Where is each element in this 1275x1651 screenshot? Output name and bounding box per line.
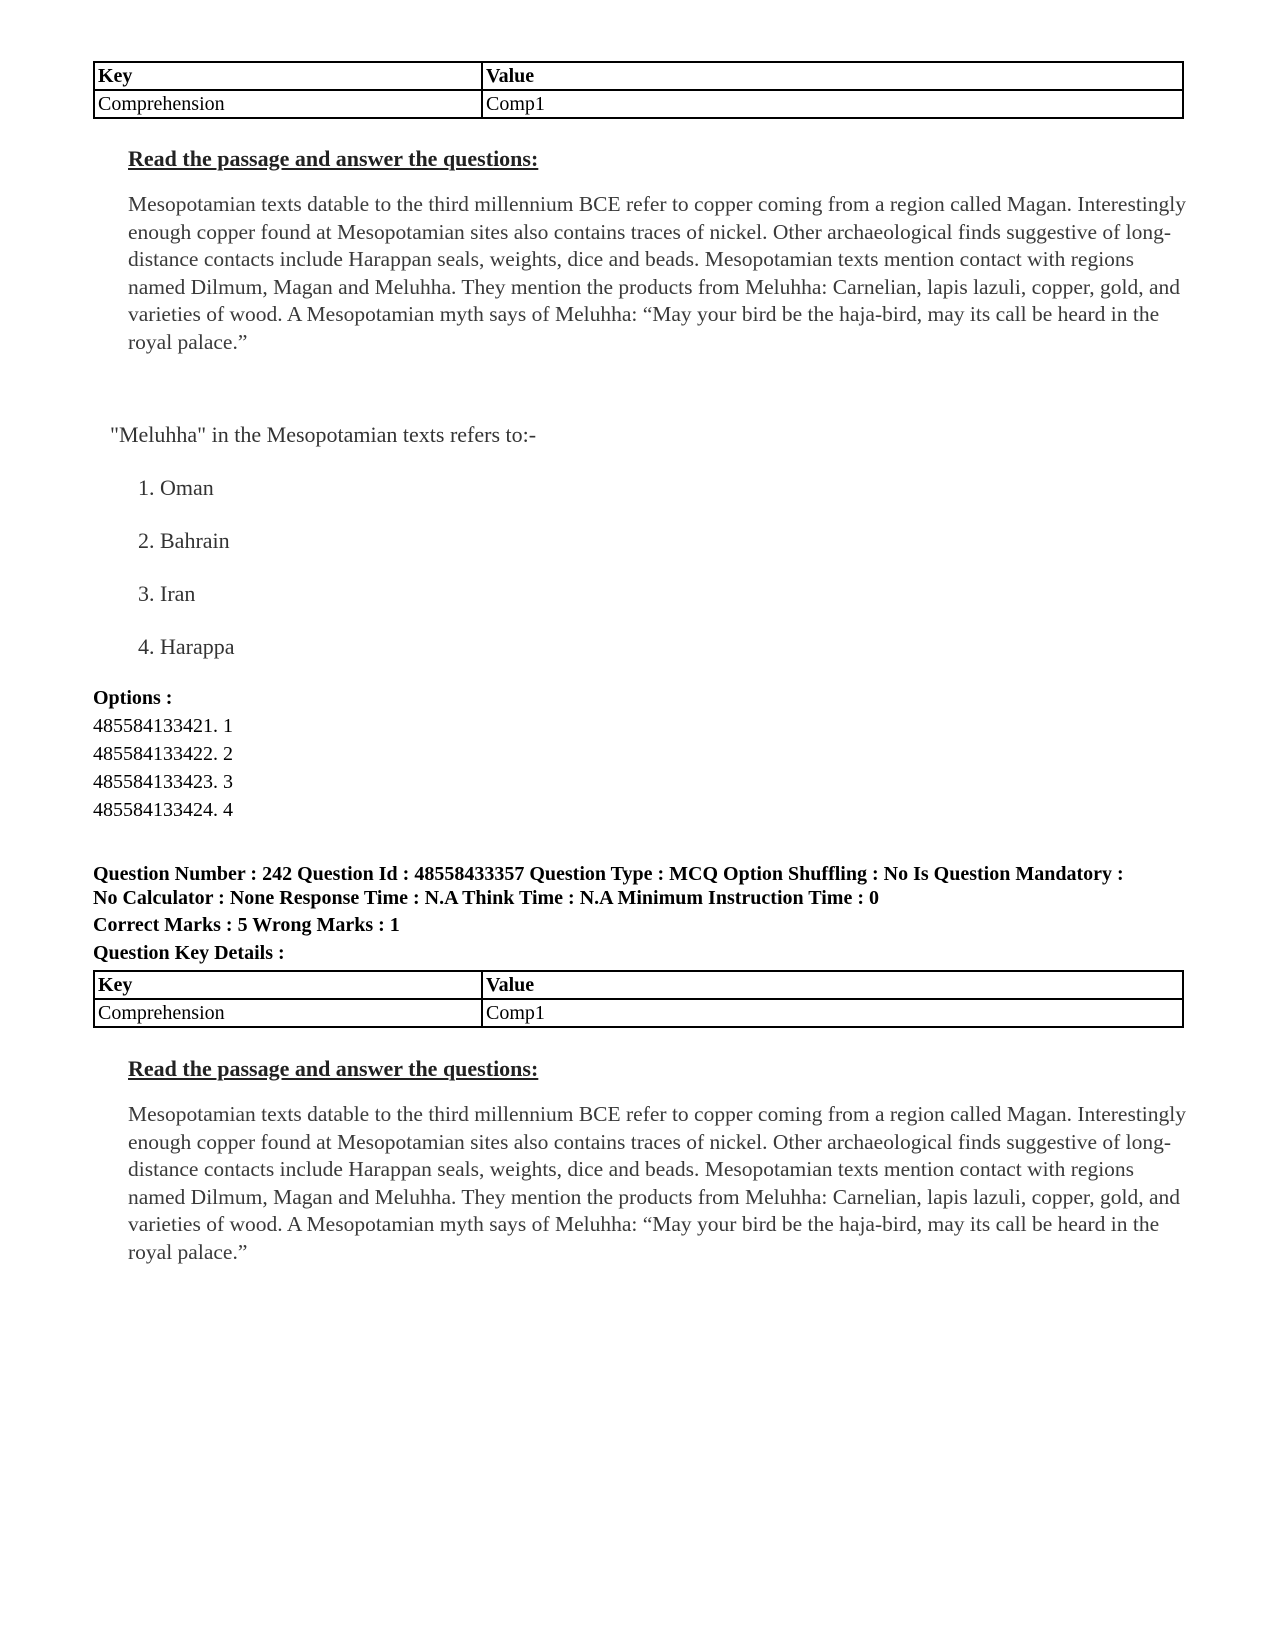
question-meta-line-1: Question Number : 242 Question Id : 48558433357 Question Type : MCQ Option Shuffling : No Is Question Mandatory : bbox=[93, 863, 1124, 885]
table-cell-value: Comp1 bbox=[482, 90, 1183, 118]
passage-text: Mesopotamian texts datable to the third millennium BCE refer to copper coming from a region called Magan. Interestingly enough copper found at Mesopotamian sites also contains traces of nickel. Other archaeological finds suggestive of long-distance contacts include Harappan seals, weights, dice and beads. Mesopotamian texts mention contact with regions named Dilmum, Magan and Meluhha. They mention the products from Meluhha: Carnelian, lapis lazuli, copper, gold, and varieties of wood. A Mesopotamian myth says of Meluhha: “May your bird be the haja-bird, may its call be heard in the royal palace.” bbox=[128, 1102, 1186, 1264]
question-meta-line-2: No Calculator : None Response Time : N.A Think Time : N.A Minimum Instruction Time : 0 bbox=[93, 887, 879, 909]
table-header-row bbox=[94, 971, 1183, 999]
question-choice-1: 1. Oman bbox=[138, 475, 214, 500]
table-header-key: Key bbox=[94, 62, 482, 90]
table-row bbox=[94, 90, 1183, 118]
table-cell-key: Comprehension bbox=[94, 999, 482, 1027]
passage-heading: Read the passage and answer the questions: bbox=[128, 1056, 539, 1081]
option-item-1: 485584133421. 1 bbox=[93, 715, 233, 737]
table-cell-value: Comp1 bbox=[482, 999, 1183, 1027]
option-item-4: 485584133424. 4 bbox=[93, 799, 233, 821]
options-label: Options : bbox=[93, 687, 173, 709]
option-item-2: 485584133422. 2 bbox=[93, 743, 233, 765]
question-marks: Correct Marks : 5 Wrong Marks : 1 bbox=[93, 914, 400, 936]
table-header-value: Value bbox=[482, 971, 1183, 999]
passage-text: Mesopotamian texts datable to the third millennium BCE refer to copper coming from a region called Magan. Interestingly enough copper found at Mesopotamian sites also contains traces of nickel. Other archaeological finds suggestive of long-distance contacts include Harappan seals, weights, dice and beads. Mesopotamian texts mention contact with regions named Dilmum, Magan and Meluhha. They mention the products from Meluhha: Carnelian, lapis lazuli, copper, gold, and varieties of wood. A Mesopotamian myth says of Meluhha: “May your bird be the haja-bird, may its call be heard in the royal palace.” bbox=[128, 192, 1186, 354]
question-choice-2: 2. Bahrain bbox=[138, 528, 230, 553]
question-key-table-bottom bbox=[93, 970, 1184, 1028]
table-row bbox=[94, 999, 1183, 1027]
table-header-key: Key bbox=[94, 971, 482, 999]
question-key-details-label: Question Key Details : bbox=[93, 942, 285, 964]
question-choice-4: 4. Harappa bbox=[138, 634, 235, 659]
table-header-value: Value bbox=[482, 62, 1183, 90]
question-stem: "Meluhha" in the Mesopotamian texts refers to:- bbox=[110, 422, 537, 447]
table-cell-key: Comprehension bbox=[94, 90, 482, 118]
table-header-row bbox=[94, 62, 1183, 90]
passage-image-2 bbox=[110, 1055, 1190, 1266]
question-key-table-top bbox=[93, 61, 1184, 119]
passage-image-1 bbox=[110, 145, 1190, 356]
question-choice-3: 3. Iran bbox=[138, 581, 196, 606]
passage-heading: Read the passage and answer the questions: bbox=[128, 146, 539, 171]
option-item-3: 485584133423. 3 bbox=[93, 771, 233, 793]
